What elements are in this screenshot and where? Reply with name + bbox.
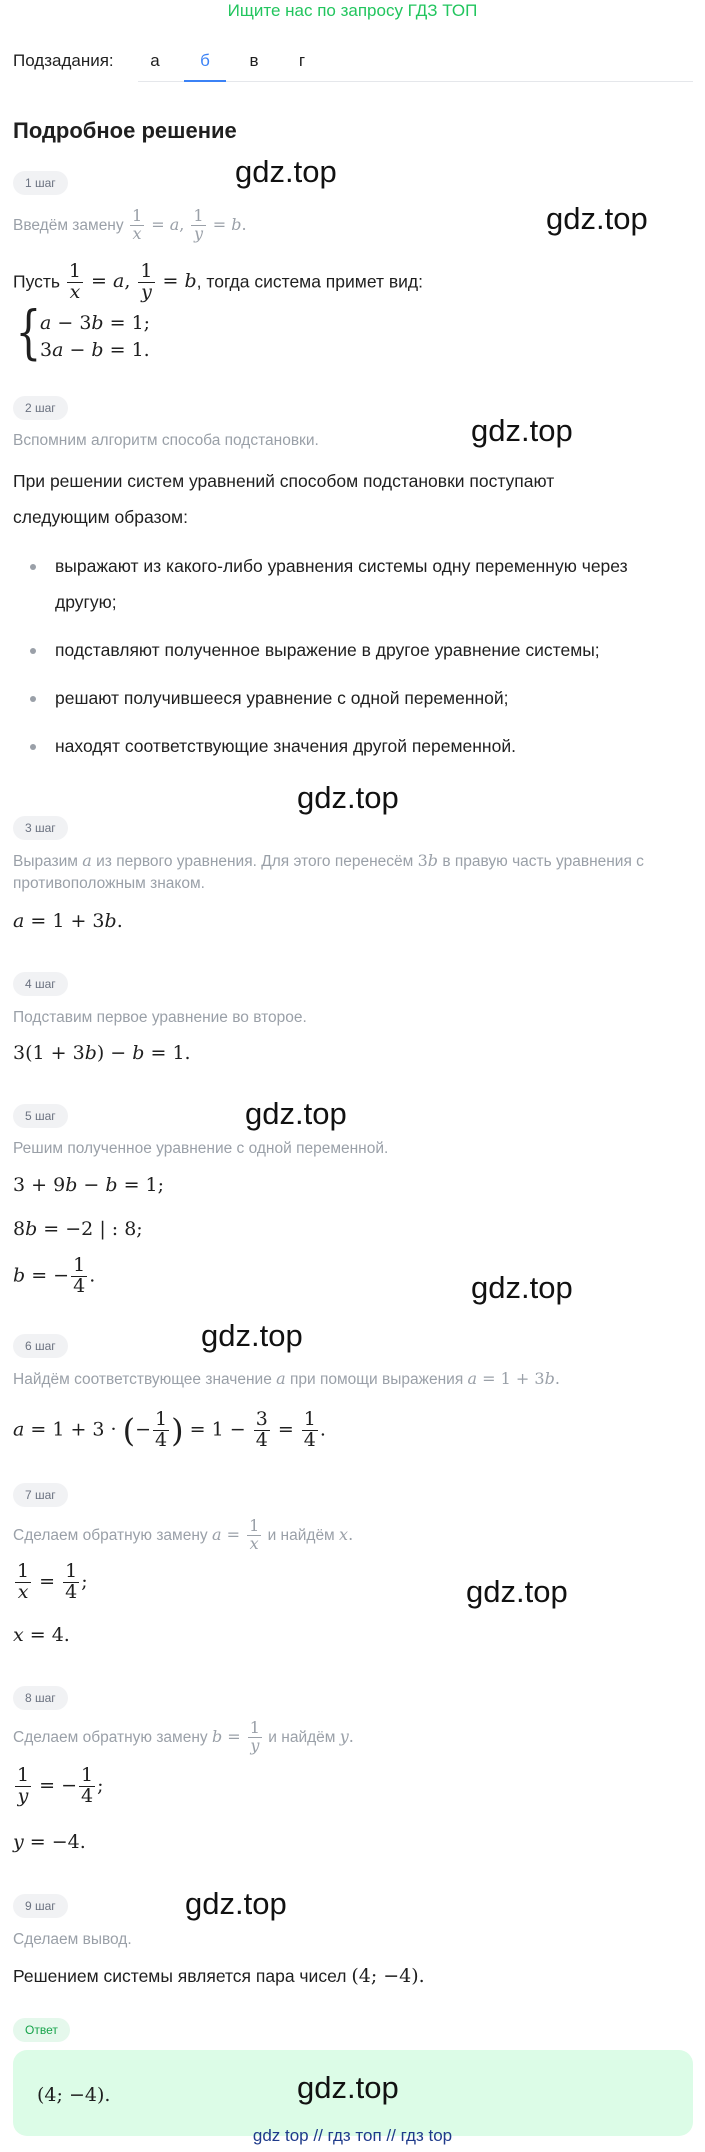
footer-link[interactable]: gdz top (252, 2126, 309, 2145)
list-item: выражают из какого-либо уравнения системы одну переменную через другую; (13, 548, 683, 620)
step-5-badge: 5 шаг (13, 1104, 68, 1128)
step-7-hint: Сделаем обратную замену a = $\frac{1}{x}$ и найдём x. (13, 1516, 354, 1553)
step-9-conclusion: Решением системы является пара чисел (4; −4). (13, 1965, 425, 1987)
watermark: gdz.top (235, 154, 337, 189)
watermark: gdz.top (471, 413, 573, 448)
watermark: gdz.top (546, 201, 648, 236)
watermark: gdz.top (201, 1318, 303, 1353)
answer-badge: Ответ (13, 2018, 70, 2042)
list-item: находят соответствующие значения другой переменной. (13, 728, 683, 764)
step-5-line-2: 8b = −2 | : 8; (13, 1218, 143, 1240)
list-item: решают получившееся уравнение с одной переменной; (13, 680, 683, 716)
step-9-hint: Сделаем вывод. (13, 1931, 132, 1948)
step-2-hint: Вспомним алгоритм способа подстановки. (13, 432, 319, 449)
footer-link[interactable]: гдз top (400, 2126, 453, 2145)
step-9-badge: 9 шаг (13, 1894, 68, 1918)
tab-g[interactable]: г (298, 51, 306, 70)
step-2-intro: При решении систем уравнений способом подстановки поступают следующим образом: (13, 471, 555, 527)
watermark: gdz.top (471, 1270, 573, 1305)
top-banner: Ищите нас по запросу ГДЗ ТОП (227, 1, 478, 20)
system-eq-1: a − 3b = 1; (40, 312, 151, 334)
tab-v[interactable]: в (249, 51, 259, 70)
footer-separator: // (386, 2126, 396, 2145)
system-brace: { (15, 298, 42, 366)
step-7-line-1: $\frac{1}{x}$ = $\frac{1}{4}$ ; (17, 1560, 88, 1603)
step-5-line-3: b = − $\frac{1}{4}$ . (13, 1254, 96, 1297)
step-4-formula: 3(1 + 3b) − b = 1. (13, 1042, 191, 1064)
step-6-formula: a = 1 + 3 · (− $\frac{1}{4}$ ) = 1 − $\frac{3}{4}$ = $\frac{1}{4}$ . (13, 1408, 326, 1451)
watermark: gdz.top (297, 780, 399, 815)
list-item: подставляют полученное выражение в другое уравнение системы; (13, 632, 683, 668)
algorithm-list (13, 548, 683, 776)
step-8-line-1: $\frac{1}{y}$ = − $\frac{1}{4}$ ; (17, 1764, 104, 1807)
tab-a[interactable]: а (150, 51, 160, 70)
step-2-badge: 2 шаг (13, 396, 68, 420)
watermark: gdz.top (466, 1574, 568, 1609)
system-eq-2: 3a − b = 1. (40, 339, 150, 361)
watermark: gdz.top (297, 2070, 399, 2105)
step-3-badge: 3 шаг (13, 816, 68, 840)
answer-value: (4; −4). (37, 2084, 111, 2106)
step-7-line-2: x = 4. (13, 1624, 70, 1646)
watermark: gdz.top (245, 1096, 347, 1131)
footer-separator: // (313, 2126, 323, 2145)
step-7-badge: 7 шаг (13, 1483, 68, 1507)
footer-links (0, 2125, 705, 2147)
step-6-badge: 6 шаг (13, 1334, 68, 1358)
step-8-hint: Сделаем обратную замену b = $\frac{1}{y}$ и найдём y. (13, 1718, 354, 1755)
subtasks-label: Подзадания: (13, 51, 114, 70)
step-1-badge: 1 шаг (13, 171, 68, 195)
step-5-line-1: 3 + 9b − b = 1; (13, 1174, 165, 1196)
tab-b[interactable]: б (200, 51, 210, 70)
step-4-badge: 4 шаг (13, 972, 68, 996)
step-3-hint: Выразим a из первого уравнения. Для этого перенесём 3b в правую часть уравнения с противоположным знаком. (13, 851, 644, 892)
step-8-line-2: y = −4. (13, 1831, 86, 1853)
step-1-text: Пусть $\frac{1}{x}$ = a, $\frac{1}{y}$ = b, тогда система примет вид: (13, 260, 423, 303)
footer-link[interactable]: гдз топ (327, 2126, 382, 2145)
watermark: gdz.top (185, 1886, 287, 1921)
step-3-formula: a = 1 + 3b. (13, 910, 123, 932)
step-6-hint: Найдём соответствующее значение a при помощи выражения a = 1 + 3b. (13, 1369, 560, 1388)
step-1-hint: Введём замену $\frac{1}{x}$ = a, $\frac{1}{y}$ = b. (13, 206, 247, 243)
step-5-hint: Решим полученное уравнение с одной переменной. (13, 1140, 389, 1157)
step-8-badge: 8 шаг (13, 1686, 68, 1710)
step-4-hint: Подставим первое уравнение во второе. (13, 1009, 307, 1026)
section-title: Подробное решение (13, 118, 237, 143)
active-tab-indicator (184, 80, 226, 82)
